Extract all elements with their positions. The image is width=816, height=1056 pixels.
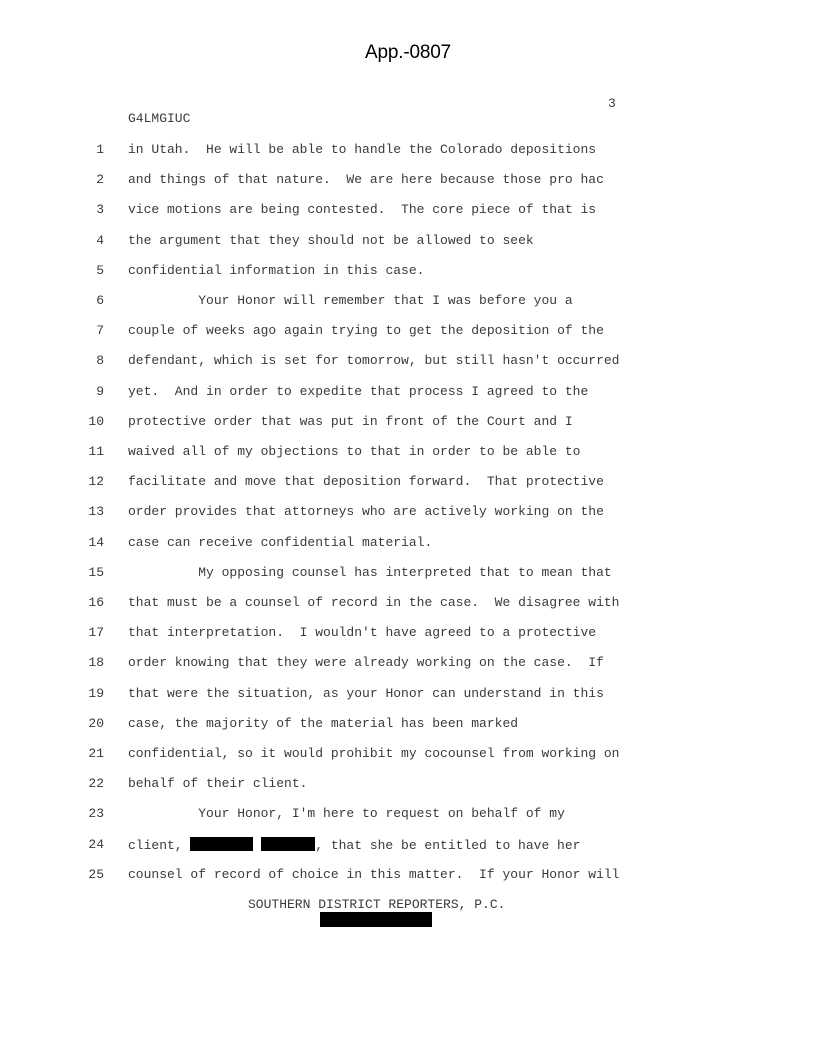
line-number: 18	[88, 655, 104, 671]
line-number: 17	[88, 625, 104, 641]
line-segment: that must be a counsel of record in the case. We disagree with	[128, 595, 620, 610]
line-text	[128, 535, 432, 550]
line-segment: couple of weeks ago again trying to get the deposition of the	[128, 323, 604, 339]
line-segment: order knowing that they were already working on the case. If	[128, 655, 604, 671]
line-text	[128, 625, 596, 640]
line-segment: behalf of their client.	[128, 776, 308, 792]
line-number: 19	[88, 685, 104, 701]
transcript-line	[0, 233, 816, 251]
line-number: 6	[96, 293, 104, 308]
line-number: 12	[88, 474, 104, 490]
transcript-line	[0, 746, 816, 764]
line-segment: case, the majority of the material has been marked	[128, 715, 519, 731]
line-number: 5	[96, 262, 104, 278]
line-number: 23	[88, 806, 104, 822]
line-segment: and things of that nature. We are here because those pro hac	[128, 172, 604, 188]
line-text	[128, 233, 534, 248]
transcript-line	[0, 504, 816, 522]
transcript-line	[0, 625, 816, 643]
line-number: 10	[88, 413, 104, 429]
line-segment: vice motions are being contested. The core piece of that is	[128, 202, 597, 218]
line-text	[128, 444, 580, 459]
line-segment: case can receive confidential material.	[128, 534, 433, 550]
line-number: 22	[88, 776, 104, 792]
line-segment: that interpretation. I wouldn't have agreed to a protective	[128, 625, 597, 641]
line-segment: Your Honor will remember that I was before you a	[128, 293, 573, 308]
line-segment: defendant, which is set for tomorrow, but still hasn't occurred	[128, 353, 620, 369]
line-number: 7	[96, 323, 104, 339]
line-text	[128, 323, 604, 338]
line-segment: waived all of my objections to that in order to be able to	[128, 444, 581, 459]
transcript-line	[0, 535, 816, 553]
transcript-line	[0, 323, 816, 341]
bates-number: App.-0807	[365, 42, 451, 63]
line-text	[128, 746, 619, 761]
line-text	[128, 837, 580, 853]
line-text	[128, 353, 619, 368]
line-text	[128, 565, 612, 580]
transcript-line	[0, 293, 816, 311]
transcript-line	[0, 384, 816, 402]
line-number: 13	[88, 504, 104, 520]
redaction-bar	[190, 837, 252, 851]
transcript-line	[0, 565, 816, 583]
line-text	[128, 655, 604, 670]
line-segment	[253, 838, 261, 853]
line-number: 25	[88, 866, 104, 882]
line-segment: order provides that attorneys who are actively working on the	[128, 504, 604, 520]
line-text	[128, 806, 565, 821]
line-text	[128, 776, 307, 791]
line-segment: client,	[128, 837, 191, 853]
line-number: 9	[96, 383, 104, 399]
line-text	[128, 504, 604, 519]
transcript-line	[0, 686, 816, 704]
line-segment: , that she be entitled to have her	[315, 837, 581, 853]
line-segment: counsel of record of choice in this matter. If your Honor will	[128, 866, 620, 882]
line-number: 20	[88, 715, 104, 731]
line-number: 15	[88, 564, 104, 580]
line-segment: confidential, so it would prohibit my cocounsel from working on	[128, 746, 620, 761]
redaction-bar	[261, 837, 316, 851]
line-text	[128, 414, 573, 429]
footer-reporter: SOUTHERN DISTRICT REPORTERS, P.C.	[248, 897, 506, 912]
line-segment: in Utah. He will be able to handle the Colorado depositions	[128, 142, 597, 157]
transcript-line	[0, 142, 816, 160]
footer-redaction-bar	[320, 912, 432, 927]
line-number: 1	[96, 142, 104, 157]
line-number: 24	[88, 836, 104, 852]
line-segment: confidential information in this case.	[128, 262, 425, 278]
transcript-line	[0, 655, 816, 673]
line-text	[128, 867, 619, 882]
line-segment: protective order that was put in front of the Court and I	[128, 413, 573, 429]
transcript-line	[0, 716, 816, 734]
transcript-line	[0, 353, 816, 371]
line-text	[128, 384, 588, 399]
line-segment: My opposing counsel has interpreted that to mean that	[128, 564, 612, 580]
line-segment: that were the situation, as your Honor can understand in this	[128, 685, 604, 701]
transcript-line	[0, 806, 816, 824]
line-text	[128, 716, 518, 731]
line-text	[128, 172, 604, 187]
transcript-line	[0, 172, 816, 190]
transcript-line	[0, 474, 816, 492]
line-segment: facilitate and move that deposition forward. That protective	[128, 474, 604, 490]
transcript-line	[0, 595, 816, 613]
line-number: 14	[88, 534, 104, 550]
line-segment: the argument that they should not be allowed to seek	[128, 232, 534, 248]
transcript-line	[0, 202, 816, 220]
case-code: G4LMGIUC	[128, 111, 191, 126]
line-number: 4	[96, 232, 104, 248]
line-number: 16	[88, 595, 104, 610]
line-number: 3	[96, 202, 104, 218]
line-text	[128, 595, 619, 610]
line-number: 21	[88, 746, 104, 761]
line-segment: Your Honor, I'm here to request on behalf of my	[128, 806, 565, 822]
line-number: 11	[88, 444, 104, 459]
line-text	[128, 686, 604, 701]
line-text	[128, 263, 424, 278]
line-text	[128, 142, 596, 157]
line-segment: yet. And in order to expedite that process I agreed to the	[128, 383, 589, 399]
transcript-line	[0, 837, 816, 855]
line-number: 2	[96, 172, 104, 188]
line-text	[128, 293, 573, 308]
page-number: 3	[608, 96, 616, 111]
transcript-line	[0, 263, 816, 281]
transcript-line	[0, 867, 816, 885]
transcript-line	[0, 444, 816, 462]
transcript-line	[0, 776, 816, 794]
line-number: 8	[96, 353, 104, 369]
line-text	[128, 474, 604, 489]
transcript-line	[0, 414, 816, 432]
line-text	[128, 202, 596, 217]
